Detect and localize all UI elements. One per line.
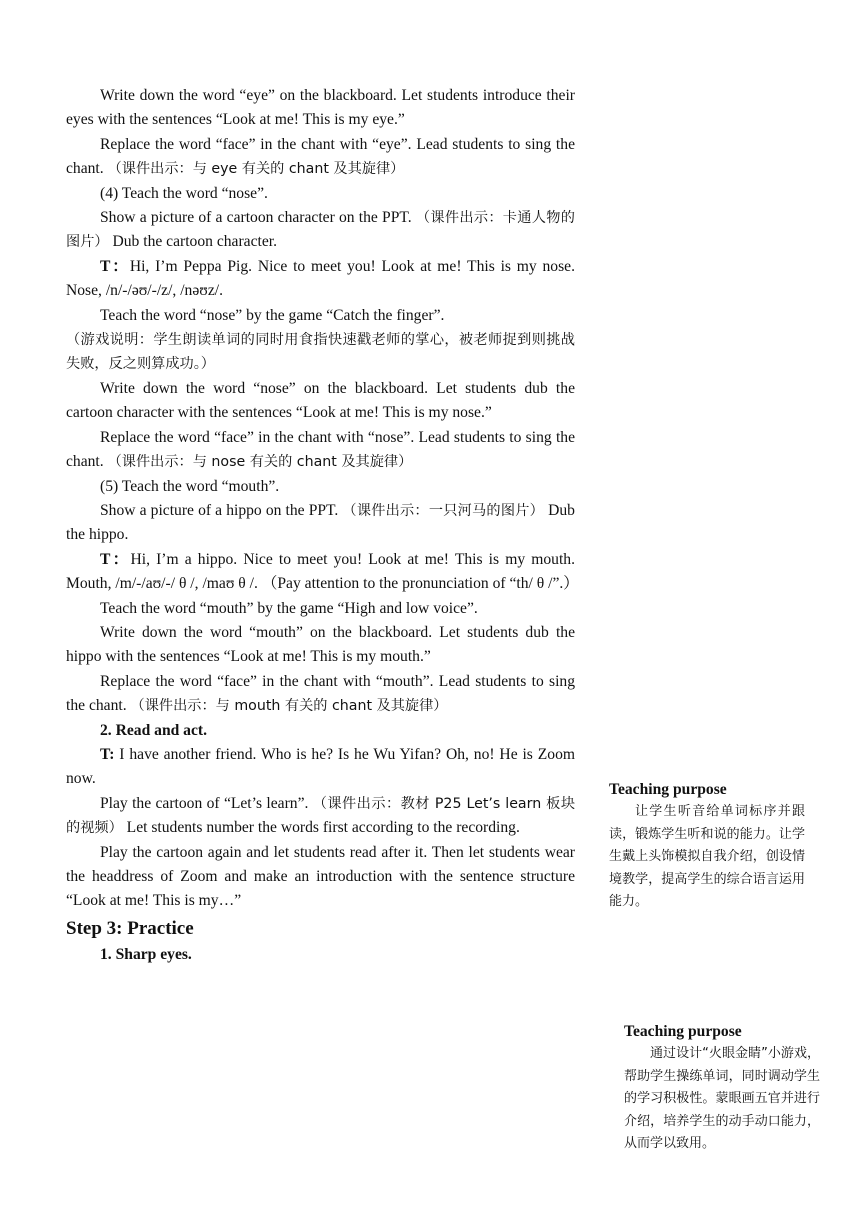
text: Replace the word “face” in the chant with “mouth”. Lead students to sing the chant. bbox=[66, 672, 575, 715]
paragraph bbox=[66, 499, 575, 548]
paragraph bbox=[66, 133, 575, 182]
speaker-label: T: bbox=[100, 745, 115, 763]
text: I have another friend. Who is he? Is he Wu Yifan? Oh, no! He is Zoom now. bbox=[66, 745, 575, 788]
step-heading: Step 3: Practice bbox=[66, 917, 194, 939]
text: Show a picture of a hippo on the PPT. bbox=[100, 501, 343, 519]
paragraph bbox=[66, 792, 575, 841]
paragraph: Teach the word “mouth” by the game “High and low voice”. bbox=[100, 599, 478, 617]
speaker-label: T： bbox=[100, 257, 130, 275]
text: Hi, I’m Peppa Pig. Nice to meet you! Look at me! This is my nose. Nose, /n/-/əʊ/-/z/, /nəʊz/. bbox=[66, 257, 575, 300]
paragraph bbox=[66, 255, 575, 304]
note-heading: Teaching purpose bbox=[624, 1023, 742, 1040]
courseware-note: （课件出示：一只河马的图片） bbox=[342, 502, 545, 519]
paragraph bbox=[66, 206, 575, 255]
text: Replace the word “face” in the chant with “nose”. Lead students to sing the chant. bbox=[66, 428, 575, 471]
paragraph: Play the cartoon again and let students read after it. Then let students wear the headdress of Zoom and make an introduction with the sentence structure “Look at me! This is my…” bbox=[66, 843, 575, 910]
courseware-note: （课件出示：与 mouth 有关的 chant 及其旋律） bbox=[130, 698, 448, 715]
paragraph bbox=[66, 426, 575, 475]
text: Replace the word “face” in the chant with “eye”. Lead students to sing the chant. bbox=[66, 135, 575, 178]
note-heading: Teaching purpose bbox=[609, 781, 727, 798]
section-heading: 1. Sharp eyes. bbox=[100, 945, 192, 963]
note-text: 通过设计“火眼金睛”小游戏，帮助学生操练单词，同时调动学生的学习积极性。蒙眼画五官并进行介绍，培养学生的动手动口能力，从而学以致用。 bbox=[624, 1046, 820, 1151]
teaching-purpose-note bbox=[609, 779, 805, 914]
section-heading: 2. Read and act. bbox=[100, 721, 207, 739]
paragraph: Write down the word “mouth” on the blackboard. Let students dub the hippo with the sentences “Look at me! This is my mouth.” bbox=[66, 623, 575, 666]
subheading: (5) Teach the word “mouth”. bbox=[100, 477, 280, 495]
paragraph: Write down the word “eye” on the blackboard. Let students introduce their eyes with the sentences “Look at me! This is my eye.” bbox=[66, 87, 575, 129]
text: Hi, I’m a hippo. Nice to meet you! Look at me! This is my mouth. Mouth, /m/-/aʊ/-/ θ /, /maʊ θ /. （Pay attention to the pronunciation of “th/ θ /”.） bbox=[66, 550, 579, 593]
paragraph: Teach the word “nose” by the game “Catch the finger”. bbox=[100, 306, 445, 324]
paragraph bbox=[66, 670, 575, 719]
paragraph bbox=[66, 548, 579, 597]
courseware-note: （课件出示：卡通人物的图片） bbox=[66, 210, 575, 251]
courseware-note: （课件出示：与 nose 有关的 chant 及其旋律） bbox=[107, 454, 413, 471]
paragraph: Write down the word “nose” on the blackboard. Let students dub the cartoon character with the sentences “Look at me! This is my nose.” bbox=[66, 379, 575, 422]
teaching-purpose-note bbox=[624, 1021, 820, 1156]
main-content bbox=[66, 84, 579, 967]
game-note: （游戏说明：学生朗读单词的同时用食指快速戳老师的掌心，被老师捉到则挑战失败，反之则算成功。） bbox=[66, 332, 575, 373]
courseware-note: （课件出示：教材 P25 Let’s learn 板块的视频） bbox=[66, 795, 576, 837]
subheading: (4) Teach the word “nose”. bbox=[100, 184, 268, 202]
speaker-label: T： bbox=[100, 550, 131, 568]
text: Dub the cartoon character. bbox=[108, 233, 277, 251]
paragraph bbox=[66, 743, 575, 792]
text: Let students number the words first according to the recording. bbox=[122, 819, 520, 837]
text: Show a picture of a cartoon character on the PPT. bbox=[100, 209, 416, 227]
courseware-note: （课件出示：与 eye 有关的 chant 及其旋律） bbox=[107, 161, 405, 178]
text: Play the cartoon of “Let’s learn”. bbox=[100, 794, 313, 812]
text: Dub the hippo. bbox=[66, 501, 575, 544]
note-text: 让学生听音给单词标序并跟读，锻炼学生听和说的能力。让学生戴上头饰模拟自我介绍，创设情境教学，提高学生的综合语言运用能力。 bbox=[609, 804, 805, 909]
